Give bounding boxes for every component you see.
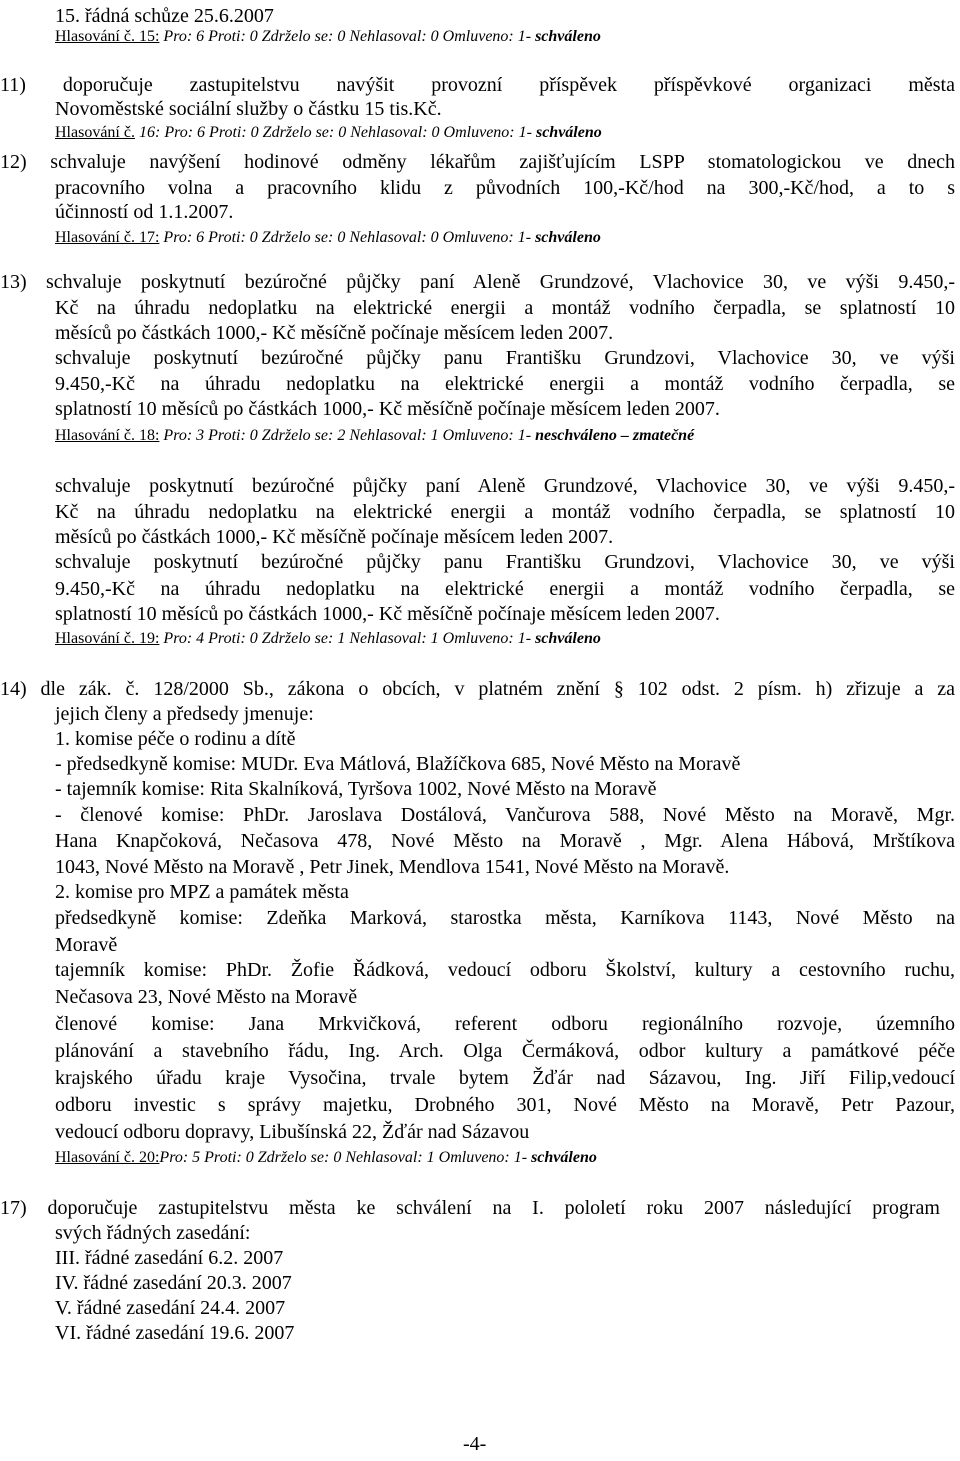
vote-19 (55, 629, 601, 649)
item-14-line: členové komise: Jana Mrkvičková, referent odboru regionálního rozvoje, územního (55, 1013, 955, 1035)
vote-result: schváleno (531, 630, 601, 647)
item-14-line: 2. komise pro MPZ a památek města (55, 881, 349, 903)
item-13-line: 13) schvaluje poskytnutí bezúročné půjčky paní Aleně Grundzové, Vlachovice 30, ve výši 9.450,- (0, 271, 955, 293)
item-14-line: Moravě (55, 934, 118, 956)
vote-result: schváleno (527, 1149, 597, 1166)
vote-counts: Pro: 5 Proti: 0 Zdrželo se: 0 Nehlasoval: 1 Omluveno: 1- (159, 1149, 528, 1166)
item-11-line: 11) doporučuje zastupitelstvu navýšit provozní příspěvek příspěvkové organizaci města (0, 74, 955, 96)
vote-counts: Pro: 4 Proti: 0 Zdrželo se: 1 Nehlasoval: 1 Omluveno: 1- (159, 630, 532, 647)
vote-label: Hlasování č. 20: (55, 1149, 160, 1166)
meeting-date: IV. řádné zasedání 20.3. 2007 (55, 1272, 292, 1294)
meeting-date: III. řádné zasedání 6.2. 2007 (55, 1247, 284, 1269)
vote-result: schváleno (531, 124, 602, 141)
item-14-line: Nečasova 23, Nové Město na Moravě (55, 986, 358, 1008)
vote-20 (55, 1148, 597, 1168)
item-13-line: schvaluje poskytnutí bezúročné půjčky panu Františku Grundzovi, Vlachovice 30, ve výši (55, 551, 955, 573)
vote-label: Hlasování č. 15: (55, 28, 160, 45)
vote-label: Hlasování č. 17: (55, 229, 160, 246)
item-11-line: Novoměstské sociální služby o částku 15 tis.Kč. (55, 98, 442, 120)
item-13-line: 9.450,-Kč na úhradu nedoplatku na elektrické energii a montáž vodního čerpadla, se (55, 373, 955, 395)
vote-result: schváleno (531, 28, 601, 45)
item-14-line: předsedkyně komise: Zdeňka Marková, starostka města, Karníkova 1143, Nové Město na (55, 907, 955, 929)
item-14-line: 1. komise péče o rodinu a dítě (55, 728, 296, 750)
item-13-line: schvaluje poskytnutí bezúročné půjčky paní Aleně Grundzové, Vlachovice 30, ve výši 9.450,- (55, 475, 955, 497)
page-number: -4- (463, 1433, 487, 1455)
item-14-line: Hana Knapčoková, Nečasova 478, Nové Město na Moravě , Mgr. Alena Hábová, Mrštíkova (55, 830, 955, 852)
item-14-line: vedoucí odboru dopravy, Libušínská 22, Žďár nad Sázavou (55, 1121, 530, 1143)
item-13-line: splatností 10 měsíců po částkách 1000,- Kč měsíčně počínaje měsícem leden 2007. (55, 603, 720, 625)
item-12-line: účinností od 1.1.2007. (55, 201, 234, 223)
vote-counts: 16: Pro: 6 Proti: 0 Zdrželo se: 0 Nehlasoval: 0 Omluveno: 1- (134, 124, 532, 141)
item-14-line: 14) dle zák. č. 128/2000 Sb., zákona o obcích, v platném znění § 102 odst. 2 písm. h) zřizuje a za (0, 678, 955, 700)
vote-17 (55, 228, 601, 248)
vote-label: Hlasování č. 19: (55, 630, 160, 647)
item-13-line: Kč na úhradu nedoplatku na elektrické energii a montáž vodního čerpadla, se splatností 10 (55, 501, 955, 523)
vote-counts: Pro: 6 Proti: 0 Zdrželo se: 0 Nehlasoval: 0 Omluveno: 1- (159, 28, 532, 45)
item-12-line: pracovního volna a pracovního klidu z původních 100,-Kč/hod na 300,-Kč/hod, a to s (55, 177, 955, 199)
item-14-line: tajemník komise: PhDr. Žofie Řádková, vedoucí odboru Školství, kultury a cestovního ruchu, (55, 959, 955, 981)
vote-18 (55, 426, 694, 446)
item-13-line: Kč na úhradu nedoplatku na elektrické energii a montáž vodního čerpadla, se splatností 10 (55, 297, 955, 319)
meeting-date: V. řádné zasedání 24.4. 2007 (55, 1297, 286, 1319)
vote-result: schváleno (531, 229, 601, 246)
vote-15 (55, 27, 601, 47)
item-14-line: - předsedkyně komise: MUDr. Eva Mátlová, Blažíčkova 685, Nové Město na Moravě (55, 753, 741, 775)
item-13-line: splatností 10 měsíců po částkách 1000,- Kč měsíčně počínaje měsícem leden 2007. (55, 398, 720, 420)
page-title: 15. řádná schůze 25.6.2007 (55, 5, 274, 27)
item-14-line: - členové komise: PhDr. Jaroslava Dostálová, Vančurova 588, Nové Město na Moravě, Mgr. (55, 804, 955, 826)
vote-counts: Pro: 3 Proti: 0 Zdrželo se: 2 Nehlasoval: 1 Omluveno: 1- (159, 427, 532, 444)
vote-counts: Pro: 6 Proti: 0 Zdrželo se: 0 Nehlasoval: 0 Omluveno: 1- (159, 229, 532, 246)
item-14-line: plánování a stavebního řádu, Ing. Arch. Olga Čermáková, odbor kultury a památkové péče (55, 1040, 955, 1062)
item-14-line: 1043, Nové Město na Moravě , Petr Jinek, Mendlova 1541, Nové Město na Moravě. (55, 856, 730, 878)
meeting-date: VI. řádné zasedání 19.6. 2007 (55, 1322, 295, 1344)
item-14-line: jejich členy a předsedy jmenuje: (55, 703, 314, 725)
item-17-line: 17) doporučuje zastupitelstvu města ke schválení na I. pololetí roku 2007 následující program (0, 1197, 940, 1219)
vote-label: Hlasování č. (55, 124, 135, 141)
item-17-line: svých řádných zasedání: (55, 1222, 251, 1244)
item-14-line: krajského úřadu kraje Vysočina, trvale bytem Žďár nad Sázavou, Ing. Jiří Filip,vedoucí (55, 1067, 955, 1089)
item-13-line: měsíců po částkách 1000,- Kč měsíčně počínaje měsícem leden 2007. (55, 526, 614, 548)
item-14-line: - tajemník komise: Rita Skalníková, Tyršova 1002, Nové Město na Moravě (55, 778, 657, 800)
item-14-line: odboru investic s správy majetku, Drobného 301, Nové Město na Moravě, Petr Pazour, (55, 1094, 955, 1116)
vote-label: Hlasování č. 18: (55, 427, 160, 444)
item-13-line: 9.450,-Kč na úhradu nedoplatku na elektrické energii a montáž vodního čerpadla, se (55, 578, 955, 600)
item-13-line: schvaluje poskytnutí bezúročné půjčky panu Františku Grundzovi, Vlachovice 30, ve výši (55, 347, 955, 369)
item-13-line: měsíců po částkách 1000,- Kč měsíčně počínaje měsícem leden 2007. (55, 322, 614, 344)
item-12-line: 12) schvaluje navýšení hodinové odměny lékařům zajišťujícím LSPP stomatologickou ve dnech (0, 151, 955, 173)
vote-16 (55, 123, 602, 143)
vote-result: neschváleno – zmatečné (531, 427, 695, 444)
